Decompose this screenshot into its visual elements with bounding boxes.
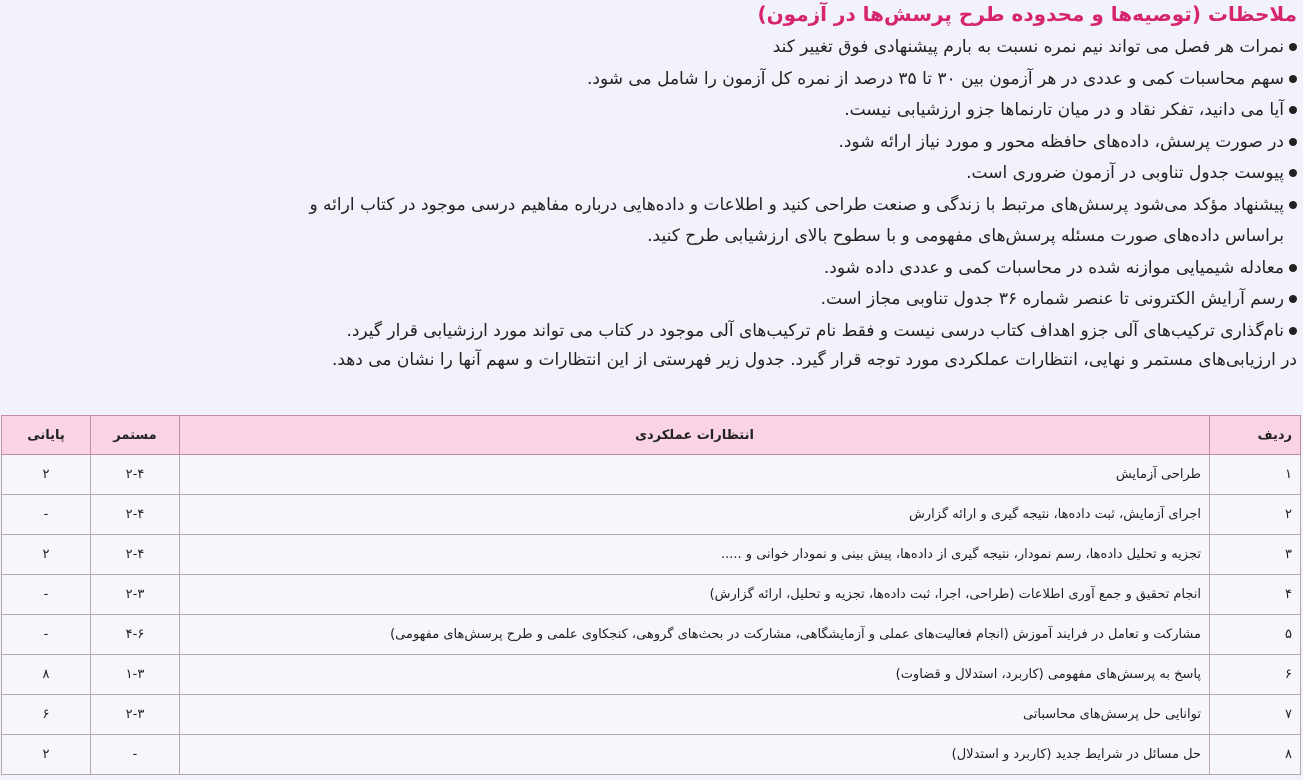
- notes-list: [0, 32, 1297, 347]
- list-item: پیشنهاد مؤکد می‌شود پرسش‌های مرتبط با زندگی و صنعت طراحی کنید و اطلاعات و داده‌هایی درباره مفاهیم درسی موجود در کتاب ارائه و: [0, 190, 1297, 222]
- cell-expectation: اجرای آزمایش، ثبت داده‌ها، نتیجه گیری و ارائه گزارش: [180, 495, 1210, 535]
- cell-final: ۲: [2, 455, 91, 495]
- cell-continuous: ۲-۳: [91, 575, 180, 615]
- cell-expectation: طراحی آزمایش: [180, 455, 1210, 495]
- cell-continuous: ۴-۶: [91, 615, 180, 655]
- bullet-icon: [1289, 295, 1297, 303]
- bullet-icon: [1289, 138, 1297, 146]
- table-row: [2, 535, 1301, 575]
- bullet-icon: [1289, 327, 1297, 335]
- table-row: [2, 695, 1301, 735]
- table-row: [2, 575, 1301, 615]
- cell-final: ۶: [2, 695, 91, 735]
- table-row: [2, 615, 1301, 655]
- table-row: [2, 495, 1301, 535]
- cell-continuous: ۲-۴: [91, 455, 180, 495]
- table-row: [2, 735, 1301, 775]
- cell-row-number: ۱: [1210, 455, 1301, 495]
- list-item: سهم محاسبات کمی و عددی در هر آزمون بین ۳۰ تا ۳۵ درصد از نمره کل آزمون را شامل می شود.: [0, 64, 1297, 96]
- cell-row-number: ۸: [1210, 735, 1301, 775]
- list-item-continuation: براساس داده‌های صورت مسئله پرسش‌های مفهومی و با سطوح بالای ارزشیابی طرح کنید.: [647, 226, 1284, 246]
- header-final: پایانی: [2, 416, 91, 455]
- table-row: [2, 455, 1301, 495]
- bullet-icon: [1289, 75, 1297, 83]
- cell-expectation: پاسخ به پرسش‌های مفهومی (کاربرد، استدلال و قضاوت): [180, 655, 1210, 695]
- cell-expectation: توانایی حل پرسش‌های محاسباتی: [180, 695, 1210, 735]
- cell-row-number: ۴: [1210, 575, 1301, 615]
- cell-final: ۲: [2, 735, 91, 775]
- cell-final: -: [2, 495, 91, 535]
- cell-row-number: ۷: [1210, 695, 1301, 735]
- cell-continuous: ۲-۴: [91, 495, 180, 535]
- cell-row-number: ۶: [1210, 655, 1301, 695]
- list-item: نام‌گذاری ترکیب‌های آلی جزو اهداف کتاب درسی نیست و فقط نام ترکیب‌های آلی موجود در کتاب می تواند مورد ارزشیابی قرار گیرد.: [0, 316, 1297, 348]
- header-row-number: ردیف: [1210, 416, 1301, 455]
- cell-continuous: -: [91, 735, 180, 775]
- cell-continuous: ۲-۴: [91, 535, 180, 575]
- cell-final: -: [2, 615, 91, 655]
- bullet-icon: [1289, 264, 1297, 272]
- cell-row-number: ۲: [1210, 495, 1301, 535]
- cell-expectation: حل مسائل در شرایط جدید (کاربرد و استدلال): [180, 735, 1210, 775]
- list-item: نمرات هر فصل می تواند نیم نمره نسبت به بارم پیشنهادی فوق تغییر کند: [0, 32, 1297, 64]
- cell-row-number: ۳: [1210, 535, 1301, 575]
- bullet-icon: [1289, 169, 1297, 177]
- list-item: رسم آرایش الکترونی تا عنصر شماره ۳۶ جدول تناوبی مجاز است.: [0, 284, 1297, 316]
- list-item: در صورت پرسش، داده‌های حافظه محور و مورد نیاز ارائه شود.: [0, 127, 1297, 159]
- list-item: پیوست جدول تناوبی در آزمون ضروری است.: [0, 158, 1297, 190]
- header-expectation: انتظارات عملکردی: [180, 416, 1210, 455]
- cell-continuous: ۱-۳: [91, 655, 180, 695]
- cell-final: -: [2, 575, 91, 615]
- list-item: آیا می دانید، تفکر نقاد و در میان تارنماها جزو ارزشیابی نیست.: [0, 95, 1297, 127]
- notes-title: ملاحظات (توصیه‌ها و محدوده طرح پرسش‌ها در آزمون): [757, 2, 1297, 26]
- performance-table: [1, 415, 1301, 775]
- table-row: [2, 655, 1301, 695]
- intro-paragraph: در ارزیابی‌های مستمر و نهایی، انتظارات عملکردی مورد توجه قرار گیرد. جدول زیر فهرستی از این انتظارات و سهم آنها را نشان می دهد.: [331, 350, 1297, 370]
- header-continuous: مستمر: [91, 416, 180, 455]
- bullet-icon: [1289, 201, 1297, 209]
- table-header-row: [2, 416, 1301, 455]
- bullet-icon: [1289, 106, 1297, 114]
- cell-expectation: انجام تحقیق و جمع آوری اطلاعات (طراحی، اجرا، ثبت داده‌ها، تجزیه و تحلیل، ارائه گزارش): [180, 575, 1210, 615]
- cell-continuous: ۲-۳: [91, 695, 180, 735]
- bullet-icon: [1289, 43, 1297, 51]
- cell-row-number: ۵: [1210, 615, 1301, 655]
- cell-expectation: مشارکت و تعامل در فرایند آموزش (انجام فعالیت‌های عملی و آزمایشگاهی، مشارکت در بحث‌های گروهی، کنجکاوی علمی و طرح پرسش‌های مفهومی): [180, 615, 1210, 655]
- list-item: معادله شیمیایی موازنه شده در محاسبات کمی و عددی داده شود.: [0, 253, 1297, 285]
- cell-final: ۲: [2, 535, 91, 575]
- cell-final: ۸: [2, 655, 91, 695]
- cell-expectation: تجزیه و تحلیل داده‌ها، رسم نمودار، نتیجه گیری از داده‌ها، پیش بینی و نمودار خوانی و .....: [180, 535, 1210, 575]
